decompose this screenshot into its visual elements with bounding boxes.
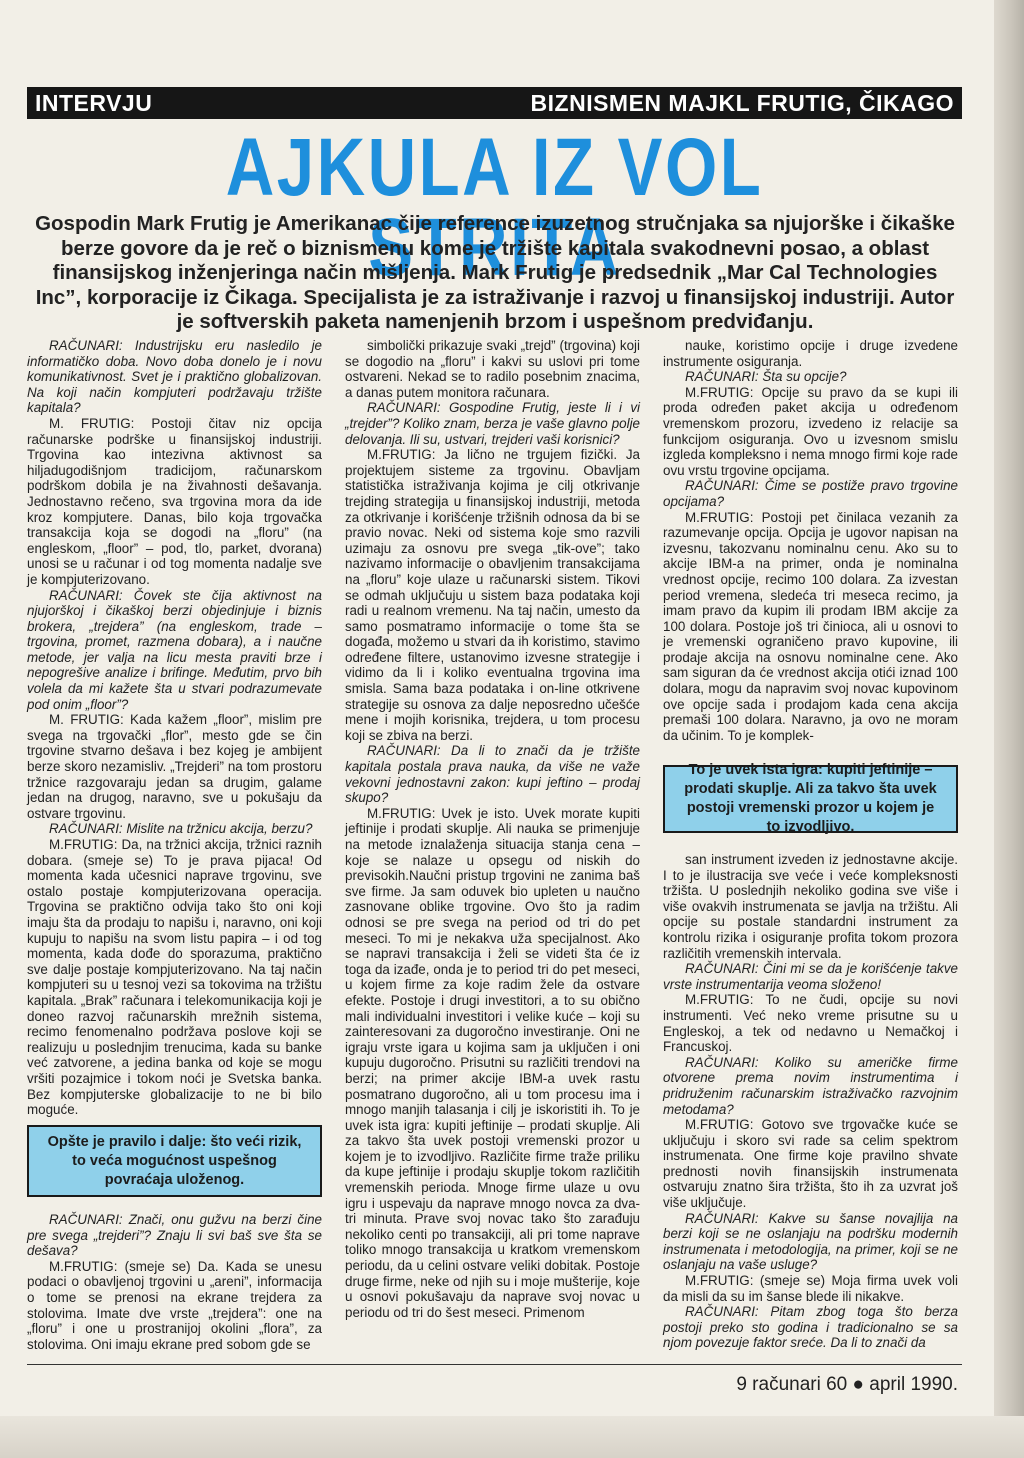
column-3: [663, 338, 958, 743]
answer-paragraph: M. FRUTIG: Kada kažem „floor”, mislim pre svega na trgovački „flor”, mesto gde se čin trgovine stvarno dešava i bez kojeg je ambijent berze skoro nezamisliv. „Trejderi” na tom prostoru tržnice razgovaraju jedan sa drugim, galame jedan na drugog, naravno, sve u pokušaju da ostvare trgovinu.: [27, 712, 322, 821]
column-3-continued: [663, 852, 958, 1351]
article-lead: Gospodin Mark Frutig je Amerikanac čije reference izuzetnog stručnjaka sa njujorške i čikaške berze govore da je reč o biznismenu kome je tržište kapitala svakodnevni posao, a oblast finansijskog inženjeringa način mišljenja. Mark Frutig je predsednik „Mar Cal Technologies Inc”, korporacije iz Čikaga. Specijalista je za istraživanje i razvoj u finansijskoj industriji. Autor je softverskih paketa namenjenih brzom i uspešnom predviđanju.: [35, 212, 955, 333]
answer-paragraph: simbolički prikazuje svaki „trejd” (trgovina) koji se dogodio na „floru” i kakvi su uslovi pri tome ostvareni. Nekad se to radilo posebnim znacima, a danas putem monitora računara.: [345, 338, 640, 400]
question-paragraph: RAČUNARI: Kakve su šanse novajlija na berzi koji se ne oslanjaju na podršku modernih instrumenata i metodologija, na primer, koji se ne oslanjaju na vaše usluge?: [663, 1210, 958, 1273]
page-footer: 9 računari 60 ● april 1990.: [736, 1374, 958, 1395]
question-paragraph: RAČUNARI: Pitam zbog toga što berza postoji preko sto godina i tradicionalno se sa njom povezuje faktor sreće. Da li to znači da: [663, 1304, 958, 1351]
pull-quote-box-2: [663, 762, 958, 835]
question-paragraph: RAČUNARI: Industrijsku eru nasledilo je informatičko doba. Novo doba donelo je i novu komunikativnost. Svet je i praktično globalizovan. Na koji način kompjuteri podržavaju tržište kapitala?: [27, 338, 322, 416]
question-paragraph: RAČUNARI: Koliko su američke firme otvorene prema novim instrumentima i pridruženim računarskim istraživačko razvojnim metodama?: [663, 1054, 958, 1117]
question-paragraph: RAČUNARI: Čini mi se da je korišćenje takve vrste instrumentarija veoma složeno!: [663, 961, 958, 992]
section-header-bar: [27, 87, 962, 119]
answer-paragraph: M.FRUTIG: (smeje se) Da. Kada se unesu podaci o obavljenoj trgovini u „areni”, informacija o tome se prenosi na ekrane trejdera za stolovima. Imate dve vrste „trejdera”: one na „floru” i one u prostranijoj okolini „flora”, za stolovima. Oni imaju ekrane pred sobom gde se: [27, 1258, 322, 1352]
footer-rule: [27, 1364, 962, 1365]
answer-paragraph: M. FRUTIG: Postoji čitav niz opcija računarske podrške u finansijskoj industriji. Trgovina kao intezivna aktivnost sa hiljadugodišnjom tradicijom, računarskom podrškom dobila je na živahnosti dešavanja. Jednostavno rečeno, sva trgovina mora da ide kroz kompjutere. Danas, bilo koja trgovačka transakcija koja se dogodi na „floru” (na engleskom, „floor” – pod, tlo, parket, dvorana) unosi se u računar i od tog momenta nadalje sve je kompjuterizovano.: [27, 415, 322, 587]
question-paragraph: RAČUNARI: Gospodine Frutig, jeste li i vi „trejder”? Koliko znam, berza je vaše glavno polje delovanja. Ili su, ustvari, trejderi vaši korisnici?: [345, 400, 640, 447]
column-1: [27, 338, 322, 1118]
pull-quote-text: To je uvek ista igra: kupiti jeftinije – prodati skuplje. Ali za takvo šta uvek postoji vremenski prozor u kojem je to izvodljivo.: [684, 762, 937, 835]
answer-paragraph: M.FRUTIG: To ne čudi, opcije su novi instrumenti. Već neko vreme prisutne su u Engleskoj, a tek od nedavno u Nemačkoj i Francuskoj.: [663, 992, 958, 1055]
interview-subject: BIZNISMEN MAJKL FRUTIG, ČIKAGO: [530, 89, 954, 116]
answer-paragraph: nauke, koristimo opcije i druge izvedene instrumente osiguranja.: [663, 338, 958, 369]
page-bottom-margin: [0, 1416, 1024, 1458]
question-paragraph: RAČUNARI: Šta su opcije?: [685, 369, 847, 385]
column-2: [345, 338, 640, 1320]
question-paragraph: RAČUNARI: Čime se postiže pravo trgovine opcijama?: [663, 478, 958, 509]
pull-quote-box: [27, 1125, 322, 1197]
question-paragraph: RAČUNARI: Čovek ste čija aktivnost na njujorškoj i čikaškoj berzi objedinjuje i biznis brokera, „trejdera” (na engleskom, trade – trgovina, promet, razmena dobara), a i naučne metode, jer valja na licu mesta praviti brze i nepogrešive analize i brifinge. Međutim, prvo bih volela da mi kažete šta u stvari podrazumevate pod onim „floor”?: [27, 587, 322, 712]
answer-paragraph: M.FRUTIG: Postoji pet činilaca vezanih za razumevanje opcija. Opcija je ugovor napisan na izvesnu, takozvanu nominalnu cenu. Ako su to akcije IBM-a na primer, onda je nominalna vrednost opcije, recimo 100 dolara. Za izvestan period vremena, sledeća tri meseca recimo, ja imam pravo da kupim ili prodam IBM akcije za 100 dolara. Postoje još tri činioca, ali u osnovi to je vremenski ograničeno pravo kupovine, ili prodaje akcija na osnovu nominalne cene. Ako sam siguran da će vrednost akcija otići iznad 100 dolara, mogu da napravim svoj novac kupovinom ove opcije sada i prodajom kada cena akcija premaši 100 dolara. Naravno, ja ovo ne moram da učinim. To je komplek-: [663, 509, 958, 743]
answer-paragraph: san instrument izveden iz jednostavne akcije. I to je ilustracija sve veće i veće kompleksnosti tržišta. U poslednjih nekoliko godina sve više i više ovakvih instrumenata se javlja na tržištu. Ali opcije su postale standardni instrument za kontrolu rizika i osiguranje profita tokom prozora različitih vremenskih intervala.: [663, 852, 958, 961]
question-paragraph: RAČUNARI: Mislite na tržnicu akcija, berzu?: [49, 821, 313, 837]
answer-paragraph: M.FRUTIG: (smeje se) Moja firma uvek voli da misli da su im šanse blede ili nikakve.: [663, 1273, 958, 1304]
answer-paragraph: M.FRUTIG: Opcije su pravo da se kupi ili proda određen paket akcija u određenom vremenskom prozoru, izvedeno iz relacije sa funkcijom osiguranja. Ovo u izvesnom smislu izgleda kompleksno i nema mnogo firmi koje rade ovu vrstu trgovine opcijama.: [663, 384, 958, 478]
pull-quote-text: Opšte je pravilo i dalje: što veći rizik, to veća mogućnost uspešnog povraćaja uloženog.: [47, 1133, 302, 1188]
answer-paragraph: M.FRUTIG: Gotovo sve trgovačke kuće se uključuju i skoro svi rade sa celim spektrom instrumenata. One firme koje pravilno shvate prednosti novih finansijskih instrumenata ostvaruju znatno šira tržišta, što ih za uzvrat još više uključuje.: [663, 1117, 958, 1211]
question-paragraph: RAČUNARI: Da li to znači da je tržište kapitala postala prava nauka, da više ne važe vekovni jednostavni zakon: kupi jeftino – prodaj skupo?: [345, 743, 640, 806]
answer-paragraph: M.FRUTIG: Ja lično ne trgujem fizički. Ja projektujem sisteme za trgovinu. Obavljam statistička istraživanja kojima je cilj otkrivanje trejding strategija u finansijskoj industriji, metoda za otkrivanje i korišćenje tržišnih odnosa da bi se pravio novac. Neki od sistema koje smo razvili uzimaju za osnovu pre svega „tik-ove”; tako nazivamo informacije o obavljenim transakcijama na „floru” koje ulaze u računarski sistem. Tikovi se odmah uključuju u sistem baza podataka koji radi u realnom vremenu. Na taj način, umesto da samo posmatramo informacije o tome šta se događa, možemo u stvari da ih koristimo, stavimo određene filtere, ustanovimo izvesne strategije i vidimo da li i koliko eventualna trgovina ima smisla. Sama baza podataka i on-line otkrivene strategije su osnova za dalje neposredno učešće mene i mojih korisnika, trejdera, u tom procesu koji se zbiva na berzi.: [345, 447, 640, 743]
page-edge-shadow: [994, 0, 1024, 1458]
answer-paragraph: M.FRUTIG: Uvek je isto. Uvek morate kupiti jeftinije i prodati skuplje. Ali nauka se primenjuje na metode iznalaženja situacija stanja cena – koje se nalaze u opsegu od niskih do previsokih.Naučni pristup trgovini ne zanima baš sve firme. Ja sam oduvek bio upleten u naučno zasnovane oblike trgovine. Ovo što ja radim odnosi se pre svega na period od tri do pet meseci. To mi je nekakva uža specijalnost. Ako se napravi transakcija i želi se videti šta će iz toga da izađe, onda je to period tri do pet meseci, u kojem firme za koje radim žele da ostvare efekte. Postoje i drugi investitori, a to su obično mali individualni investitori i velike kuće – koji su zainteresovani za dugoročno investiranje. Oni ne igraju vrste igara u kojima sam ja uključen i oni kupuju dugoročno. Prisutni su različiti trendovi na berzi; na primer akcije IBM-a uvek rastu posmatrano dugoročno, ali u tom procesu ima i mnogo manjih talasanja i cilj je iskoristiti ih. To je uvek ista igra: kupiti jeftinije – prodati skuplje. Ali za takvo šta uvek postoji vremenski prozor u kojem je to izvodljivo. Različite firme traže priliku da kupe jeftinije i prodaju skuplje tokom različitih vremenskih perioda. Mnoge firme ulaze u ovu igru i uspevaju da naprave mnogo novca za dva-tri minuta. Prave svoj novac tako što zarađuju nekoliko centi po transakciji, ali pri tome naprave toliko mnogo transakcija u kratkom vremenskom periodu, da u celini ostvare veliki dobitak. Postoje druge firme, neke od njih su i moje mušterije, koje u osnovi pokušavaju da naprave svoj novac u periodu od tri do šest meseci. Primenom: [345, 805, 640, 1320]
article-title: AJKULA IZ VOL STRITA: [225, 122, 764, 293]
section-label: INTERVJU: [35, 89, 153, 116]
column-1-continued: [27, 1212, 322, 1352]
answer-paragraph: M.FRUTIG: Da, na tržnici akcija, tržnici raznih dobara. (smeje se) To je prava pijaca! Od momenta kada učesnici naprave trgovinu, sve ostalo postaje kompjuterizovana operacija. Trgovina se praktično odvija tako što oni koji imaju šta da prodaju to napišu i, naravno, oni koji kupuju to napišu na svom listu papira – i od tog momenta, kada dođe do sporazuma, praktično sve dalje postaje kompjuterizovano. Na taj način kompjuteri su u tesnoj vezi sa tokovima na tržištu kapitala. „Brak” računara i telekomunikacija koji je doneo razvoj računarskih mrežnih sistema, recimo fenomenalno podržava poslove koji se realizuju u poslednjim trenucima, kada su banke već zatvorene, a jedina banka od koje se mogu vršiti pozajmice i tokom noći je Svetska banka. Bez kompjuterske globalizacije to ne bi bilo moguće.: [27, 837, 322, 1118]
question-paragraph: RAČUNARI: Znači, onu gužvu na berzi čine pre svega „trejderi”? Znaju li svi baš sve šta se dešava?: [27, 1212, 322, 1259]
